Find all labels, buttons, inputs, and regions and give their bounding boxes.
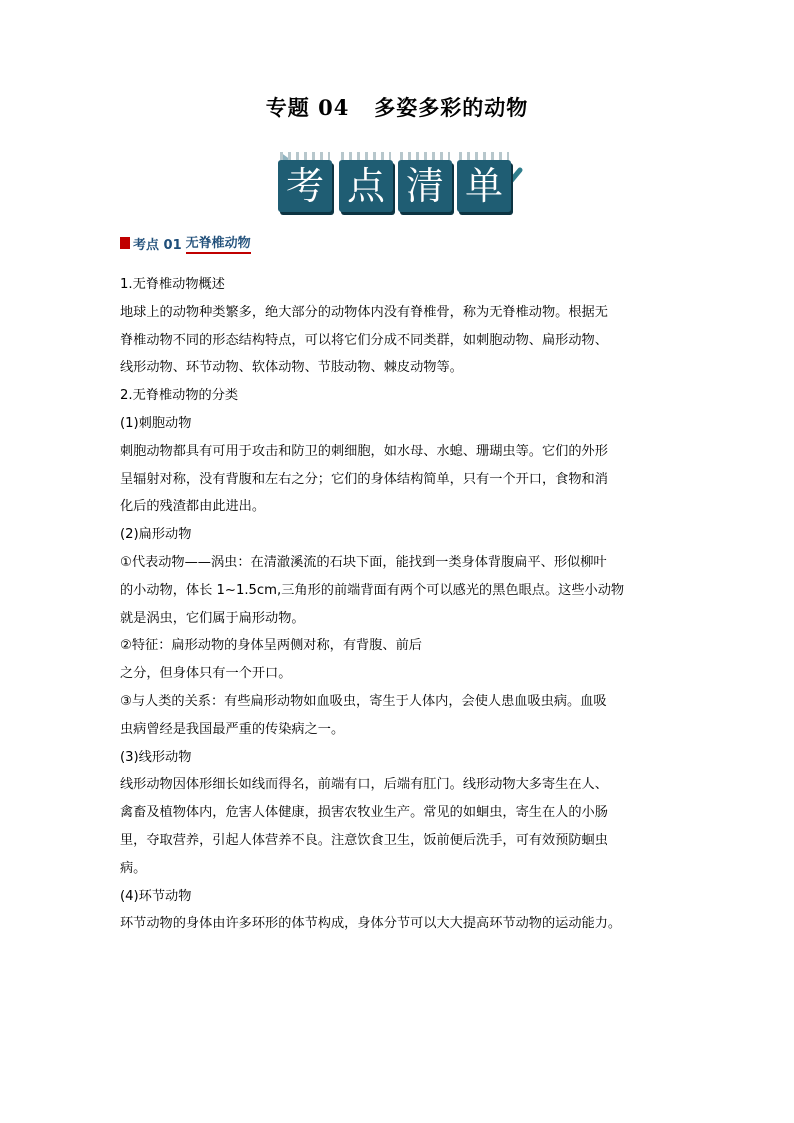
text-line: ③与人类的关系：有些扁形动物如血吸虫，寄生于人体内，会使人患血吸虫病。血吸 xyxy=(120,693,607,709)
text-line: (4)环节动物 xyxy=(120,888,192,904)
section-number: 考点 01 xyxy=(133,237,182,253)
text-line: 线形动物因体形细长如线而得名，前端有口，后端有肛门。线形动物大多寄生在人、 xyxy=(120,777,608,793)
banner-char-3: 清 xyxy=(398,160,452,212)
red-square-icon xyxy=(120,237,130,249)
text-line: 1.无脊椎动物概述 xyxy=(120,277,225,292)
text-line: 之分，但身体只有一个开口。 xyxy=(120,666,292,682)
banner-char-1: 考 xyxy=(278,160,332,212)
body-text xyxy=(120,271,688,938)
text-line: (2)扁形动物 xyxy=(120,527,192,543)
banner-char-2: 点 xyxy=(339,160,393,212)
text-line: ②特征：扁形动物的身体呈两侧对称，有背腹、前后 xyxy=(120,638,422,654)
text-line: 地球上的动物种类繁多，绝大部分的动物体内没有脊椎骨，称为无脊椎动物。根据无 xyxy=(120,304,608,320)
text-line: 禽畜及植物体内，危害人体健康，损害农牧业生产。常见的如蛔虫，寄生在人的小肠 xyxy=(120,805,608,821)
section-name: 无脊椎动物 xyxy=(186,232,251,254)
banner-char-4: 单 xyxy=(457,160,511,212)
text-line: 呈辐射对称，没有背腹和左右之分；它们的身体结构简单，只有一个开口，食物和消 xyxy=(120,471,608,487)
text-line: 2.无脊椎动物的分类 xyxy=(120,388,239,404)
section-banner xyxy=(272,150,524,220)
section-heading xyxy=(120,232,251,254)
text-line: 虫病曾经是我国最严重的传染病之一。 xyxy=(120,721,345,737)
text-line: 就是涡虫，它们属于扁形动物。 xyxy=(120,610,305,626)
text-line: 环节动物的身体由许多环形的体节构成，身体分节可以大大提高环节动物的运动能力。 xyxy=(120,916,622,932)
text-line: 病。 xyxy=(120,860,147,876)
text-line: 化后的残渣都由此进出。 xyxy=(120,499,266,515)
text-line: (3)线形动物 xyxy=(120,749,192,765)
text-line: 刺胞动物都具有可用于攻击和防卫的刺细胞，如水母、水螅、珊瑚虫等。它们的外形 xyxy=(120,443,608,459)
text-line: 线形动物、环节动物、软体动物、节肢动物、棘皮动物等。 xyxy=(120,360,463,376)
text-line: 脊椎动物不同的形态结构特点，可以将它们分成不同类群，如刺胞动物、扁形动物、 xyxy=(120,332,608,348)
text-line: 里，夺取营养，引起人体营养不良。注意饮食卫生，饭前便后洗手，可有效预防蛔虫 xyxy=(120,832,608,848)
text-line: (1)刺胞动物 xyxy=(120,415,192,431)
text-line: ①代表动物——涡虫：在清澈溪流的石块下面，能找到一类身体背腹扁平、形似柳叶 xyxy=(120,554,607,570)
text-line: 的小动物，体长 1~1.5cm,三角形的前端背面有两个可以感光的黑色眼点。这些小动物 xyxy=(120,582,625,598)
page-title: 专题 04 多姿多彩的动物 xyxy=(265,95,529,120)
